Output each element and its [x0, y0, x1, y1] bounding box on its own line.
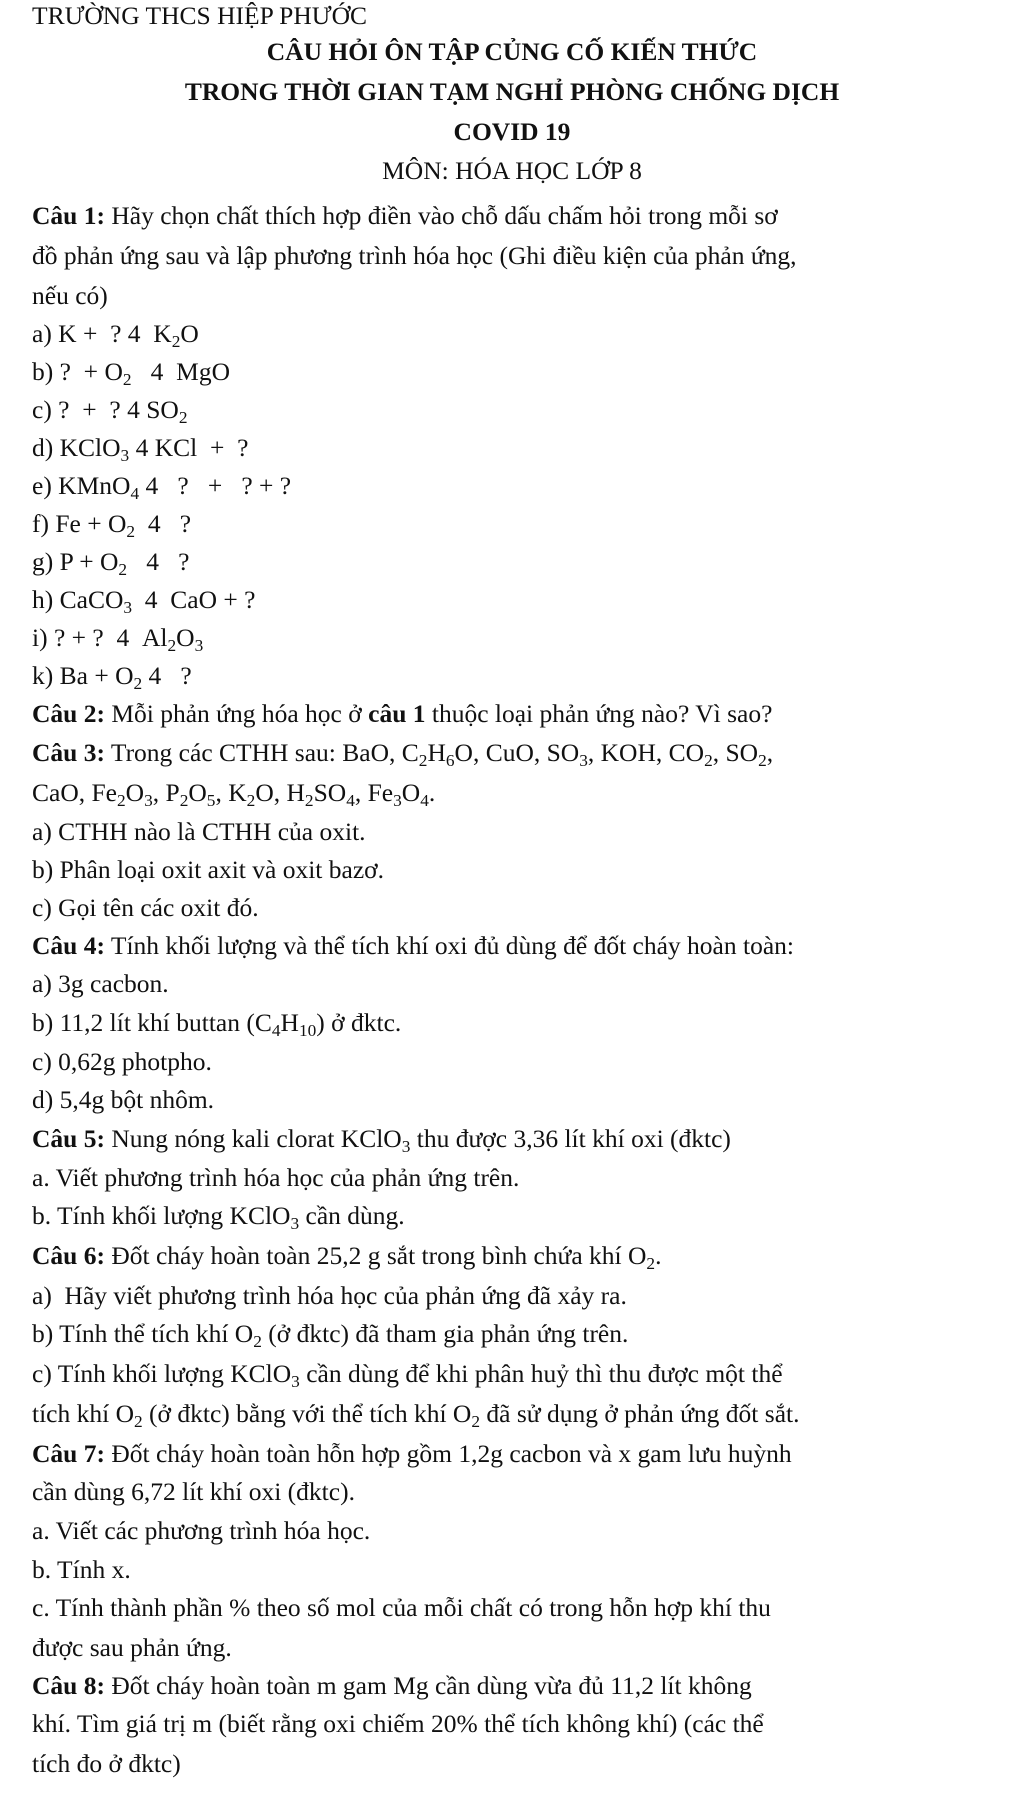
line-text: c) 0,62g photpho.: [32, 1047, 212, 1076]
text-line: [32, 1708, 764, 1740]
text-line: [32, 1515, 370, 1547]
line-text: nếu có): [32, 281, 108, 310]
question-number: Câu 5:: [32, 1124, 105, 1153]
question-line: [32, 698, 772, 730]
text-line: [32, 1398, 799, 1430]
text-line: [32, 584, 256, 616]
text-line: [32, 1358, 783, 1390]
school-name: TRƯỜNG THCS HIỆP PHƯỚC: [32, 1, 367, 30]
line-text: khí. Tìm giá trị m (biết rằng oxi chiếm 20% thể tích không khí) (các thể: [32, 1709, 764, 1738]
question-line: [32, 1438, 792, 1470]
line-text: d) 5,4g bột nhôm.: [32, 1085, 215, 1114]
line-text: e) KMnO$_4$ 4 ? + ? + ?: [32, 471, 292, 503]
text-line: [32, 1748, 181, 1780]
line-text: b) Tính thể tích khí $O_2$ (ở đktc) đã tham gia phản ứng trên.: [32, 1319, 629, 1351]
line-text: a) 3g cacbon.: [32, 969, 169, 998]
text-line: [32, 432, 248, 464]
question-line: [32, 1670, 752, 1702]
text-line: [32, 546, 189, 578]
text-line: [32, 854, 384, 886]
line-text: CaO, $Fe_2O_3$, $P_2O_5$, $K_2O$, $H_2SO_4$, $Fe_3O_4$.: [32, 778, 436, 810]
line-text: tích khí $O_2$ (ở đktc) bằng với thể tích khí $O_2$ đã sử dụng ở phản ứng đốt sắt.: [32, 1399, 800, 1431]
question-number: Câu 1:: [32, 201, 105, 230]
question-number: Câu 3:: [32, 738, 105, 767]
text-line: [32, 660, 192, 692]
text-line: [32, 1200, 405, 1232]
line-text: i) ? + ? 4 $Al_2O_3$: [32, 623, 204, 655]
text-line: [32, 470, 291, 502]
text-line: [32, 622, 203, 654]
line-text: b. Tính khối lượng KClO$_3$ cần dùng.: [32, 1201, 405, 1233]
line-text: Đốt cháy hoàn toàn m gam Mg cần dùng vừa đủ 11,2 lít không: [104, 1671, 752, 1700]
text-line: [32, 777, 435, 809]
text-line: [32, 1476, 355, 1508]
question-number: Câu 6:: [32, 1241, 105, 1270]
text-line: [32, 1592, 771, 1624]
line-text: c) Tính khối lượng KClO$_3$ cần dùng để khi phân huỷ thì thu được một thể: [32, 1359, 783, 1391]
line-text: b) ? + $O_2$ 4 MgO: [32, 357, 230, 389]
text-line: [32, 1632, 232, 1664]
line-text: b. Tính x.: [32, 1555, 131, 1584]
line-text: a. Viết phương trình hóa học của phản ứng trên.: [32, 1163, 520, 1192]
question-line: [32, 930, 794, 962]
line-text: tích đo ở đktc): [32, 1749, 181, 1778]
title-line-3: COVID 19: [453, 117, 571, 146]
question-line: [32, 1123, 731, 1155]
text-line: [32, 508, 191, 540]
question-number: Câu 8:: [32, 1671, 105, 1700]
subject-heading: MÔN: HÓA HỌC LỚP 8: [382, 156, 642, 185]
text-line: [32, 318, 199, 350]
text-line: [32, 1554, 131, 1586]
text-line: [32, 1007, 401, 1039]
line-text: g) $P + O_2$ 4 ?: [32, 547, 190, 579]
question-line: [32, 1240, 661, 1272]
line-text: d) KClO$_3$ 4 KCl + ?: [32, 433, 249, 465]
text-line: [32, 816, 366, 848]
question-number: Câu 2:: [32, 699, 105, 728]
line-text: h) CaCO$_3$ 4 CaO + ?: [32, 585, 256, 617]
title-line-1: CÂU HỎI ÔN TẬP CỦNG CỐ KIẾN THỨC: [266, 37, 758, 66]
text-line: [32, 1162, 519, 1194]
text-line: [32, 394, 187, 426]
line-text: b) 11,2 lít khí buttan $(C_4H_{10})$ ở đktc.: [32, 1008, 402, 1040]
line-text: Trong các CTHH sau: BaO, $C_2H_6O$, CuO, $SO_3$, KOH, $CO_2$, $SO_2$,: [104, 738, 774, 770]
title-line-2: TRONG THỜI GIAN TẠM NGHỈ PHÒNG CHỐNG DỊCH: [184, 77, 840, 106]
question-line: [32, 737, 773, 769]
text-line: [32, 280, 108, 312]
text-line: [32, 240, 797, 272]
line-text: c. Tính thành phần % theo số mol của mỗi chất có trong hỗn hợp khí thu: [32, 1593, 771, 1622]
line-text: a. Viết các phương trình hóa học.: [32, 1516, 371, 1545]
line-text: Tính khối lượng và thể tích khí oxi đủ dùng để đốt cháy hoàn toàn:: [104, 931, 794, 960]
line-text: c) Gọi tên các oxit đó.: [32, 893, 259, 922]
line-text: Mỗi phản ứng hóa học ở câu 1 thuộc loại phản ứng nào? Vì sao?: [104, 699, 773, 728]
text-line: [32, 1280, 627, 1312]
line-text: b) Phân loại oxit axit và oxit bazơ.: [32, 855, 384, 884]
line-text: được sau phản ứng.: [32, 1633, 232, 1662]
text-line: [32, 1046, 212, 1078]
line-text: Hãy chọn chất thích hợp điền vào chỗ dấu chấm hỏi trong mỗi sơ: [104, 201, 778, 230]
text-line: [32, 356, 230, 388]
line-text: a) K + ? 4 $K_2O$: [32, 319, 199, 351]
line-text: cần dùng 6,72 lít khí oxi (đktc).: [32, 1477, 355, 1506]
line-text: Nung nóng kali clorat KClO$_3$ thu được 3,36 lít khí oxi (đktc): [104, 1124, 731, 1156]
text-line: [32, 968, 169, 1000]
text-line: [32, 1084, 214, 1116]
line-text: f) $Fe + O_2$ 4 ?: [32, 509, 192, 541]
text-line: [32, 1318, 628, 1350]
text-line: [32, 892, 259, 924]
line-text: k) $Ba + O_2$ 4 ?: [32, 661, 192, 693]
question-number: Câu 4:: [32, 931, 105, 960]
line-text: đồ phản ứng sau và lập phương trình hóa học (Ghi điều kiện của phản ứng,: [32, 241, 797, 270]
line-text: Đốt cháy hoàn toàn 25,2 g sắt trong bình chứa khí $O_2$.: [104, 1241, 662, 1273]
line-text: Đốt cháy hoàn toàn hỗn hợp gồm 1,2g cacbon và x gam lưu huỳnh: [104, 1439, 792, 1468]
question-number: Câu 7:: [32, 1439, 105, 1468]
line-text: a) Hãy viết phương trình hóa học của phản ứng đã xảy ra.: [32, 1281, 627, 1310]
question-line: [32, 200, 778, 232]
line-text: a) CTHH nào là CTHH của oxit.: [32, 817, 366, 846]
line-text: c) ? + ? 4 $SO_2$: [32, 395, 188, 427]
